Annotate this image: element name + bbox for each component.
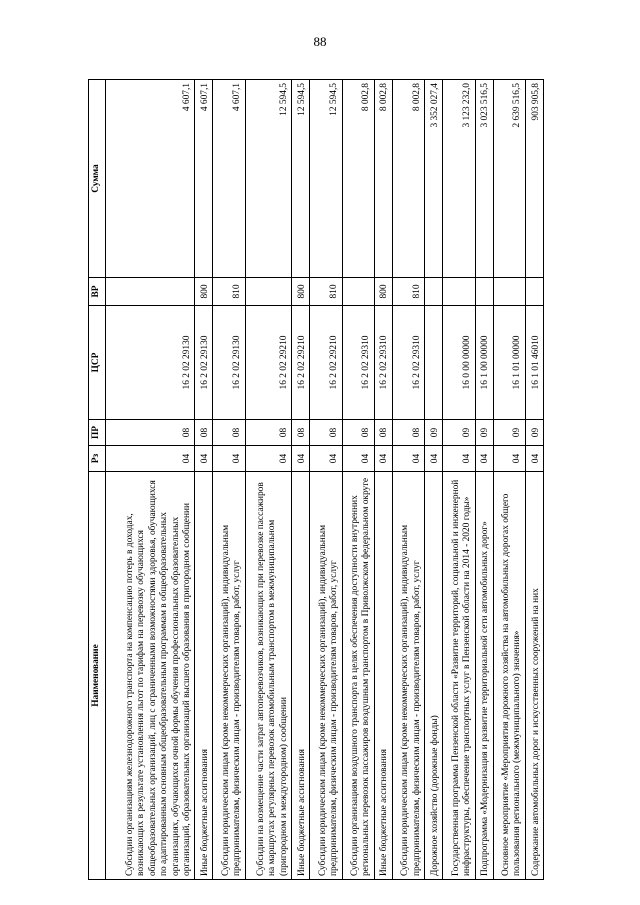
table-row [195,80,213,880]
cell-pr: 08 [342,420,374,446]
cell-csr [425,306,443,420]
table-row [425,80,443,880]
cell-pr: 08 [213,420,245,446]
cell-csr: 16 1 01 46010 [525,306,543,420]
cell-csr: 16 2 02 29210 [292,306,310,420]
cell-csr: 16 2 02 29210 [245,306,292,420]
table-row [213,80,245,880]
cell-csr: 16 1 00 00000 [475,306,493,420]
cell-name: Субсидии юридическим лицам (кроме некоммерческих организаций), индивидуальным предпринимателям, физическим лицам - производителям товаров, работ, услуг [392,472,424,880]
cell-sum: 8 002,8 [342,80,374,278]
cell-vr [525,278,543,306]
cell-csr: 16 2 02 29130 [195,306,213,420]
cell-name: Подпрограмма «Модернизация и развитие территориальной сети автомобильных дорог» [475,472,493,880]
cell-pr: 08 [392,420,424,446]
table-row [106,80,195,880]
cell-pr: 09 [443,420,475,446]
cell-name: Субсидии юридическим лицам (кроме некоммерческих организаций), индивидуальным предпринимателям, физическим лицам - производителям товаров, работ, услуг [310,472,342,880]
cell-csr: 16 2 02 29130 [106,306,195,420]
cell-vr: 800 [374,278,392,306]
table-row [292,80,310,880]
cell-vr [493,278,525,306]
cell-sum: 4 607,1 [195,80,213,278]
cell-vr [106,278,195,306]
header-sum: Сумма [89,80,106,278]
cell-rz: 04 [292,446,310,472]
cell-sum: 12 594,5 [292,80,310,278]
table-row [374,80,392,880]
cell-rz: 04 [106,446,195,472]
cell-name: Иные бюджетные ассигнования [195,472,213,880]
cell-rz: 04 [475,446,493,472]
cell-pr: 09 [493,420,525,446]
cell-vr: 800 [292,278,310,306]
cell-sum: 8 002,8 [392,80,424,278]
header-pr: ПР [89,420,106,446]
table-row [493,80,525,880]
cell-rz: 04 [525,446,543,472]
cell-rz: 04 [342,446,374,472]
page-number: 88 [313,34,327,49]
cell-name: Иные бюджетные ассигнования [292,472,310,880]
cell-vr: 810 [213,278,245,306]
cell-csr: 16 2 02 29310 [342,306,374,420]
rotated-table-container [88,80,544,880]
budget-table [88,79,544,880]
cell-pr: 09 [525,420,543,446]
cell-vr [475,278,493,306]
cell-rz: 04 [213,446,245,472]
cell-rz: 04 [374,446,392,472]
cell-csr: 16 2 02 29310 [374,306,392,420]
cell-name: Основное мероприятие «Мероприятия дорожного хозяйства на автомобильных дорогах общего пользования регионального (межмуниципального) значения» [493,472,525,880]
cell-pr: 08 [310,420,342,446]
cell-name: Дорожное хозяйство (дорожные фонды) [425,472,443,880]
cell-sum: 2 639 516,5 [493,80,525,278]
cell-pr: 08 [374,420,392,446]
cell-vr [425,278,443,306]
header-vr: ВР [89,278,106,306]
cell-name: Государственная программа Пензенской области «Развитие территорий, социальной и инженерной инфраструктуры, обеспечение транспортных услуг в Пензенской области на 2014 - 2020 годы» [443,472,475,880]
cell-name: Субсидии организациям воздушного транспорта в целях обеспечения доступности внутренних региональных перевозок пассажиров воздушным транспортом в Приволжском федеральном округе [342,472,374,880]
cell-name: Содержание автомобильных дорог и искусственных сооружений на них [525,472,543,880]
cell-sum: 12 594,5 [245,80,292,278]
table-row [443,80,475,880]
cell-pr: 08 [245,420,292,446]
cell-rz: 04 [425,446,443,472]
cell-rz: 04 [310,446,342,472]
cell-csr: 16 2 02 29210 [310,306,342,420]
cell-name: Субсидии организациям железнодорожного транспорта на компенсацию потерь в доходах, возникающих в результате установления льгот по тарифам на перевозку обучающихся общеобразовательных организаций, лиц с ограниченными возможностями здоровья, обучающихся по адаптированным основным общеобразовательным программам в общеобразовательных организациях, обучающихся очной формы обучения профессиональных образовательных организаций, образовательных организаций высшего образования в пригородном сообщении [106,472,195,880]
cell-rz: 04 [392,446,424,472]
cell-sum: 903 905,8 [525,80,543,278]
cell-vr [342,278,374,306]
table-row [245,80,292,880]
cell-name: Субсидии юридическим лицам (кроме некоммерческих организаций), индивидуальным предпринимателям, физическим лицам - производителям товаров, работ, услуг [213,472,245,880]
cell-sum: 3 123 232,0 [443,80,475,278]
cell-sum: 4 607,1 [213,80,245,278]
table-header-row [89,80,106,880]
cell-sum: 8 002,8 [374,80,392,278]
cell-csr: 16 2 02 29130 [213,306,245,420]
cell-rz: 04 [195,446,213,472]
cell-sum: 12 594,5 [310,80,342,278]
cell-pr: 09 [475,420,493,446]
cell-pr: 09 [425,420,443,446]
table-row [342,80,374,880]
header-csr: ЦСР [89,306,106,420]
cell-pr: 08 [106,420,195,446]
cell-vr: 810 [392,278,424,306]
table-row [392,80,424,880]
cell-sum: 4 607,1 [106,80,195,278]
cell-rz: 04 [443,446,475,472]
table-row [310,80,342,880]
header-rz: Рз [89,446,106,472]
cell-csr: 16 1 01 00000 [493,306,525,420]
cell-pr: 08 [292,420,310,446]
cell-sum: 3 023 516,5 [475,80,493,278]
cell-name: Иные бюджетные ассигнования [374,472,392,880]
cell-pr: 08 [195,420,213,446]
cell-name: Субсидии на возмещение части затрат автоперевозчиков, возникающих при перевозке пассажиров на маршрутах регулярных перевозок автомобильным транспортом в межмуниципальном (пригородном и междугородном) сообщении [245,472,292,880]
cell-sum: 3 352 027,4 [425,80,443,278]
cell-vr [245,278,292,306]
cell-rz: 04 [245,446,292,472]
table-row [525,80,543,880]
cell-vr: 810 [310,278,342,306]
cell-csr: 16 2 02 29310 [392,306,424,420]
cell-vr: 800 [195,278,213,306]
header-name: Наименование [89,472,106,880]
table-row [475,80,493,880]
cell-csr: 16 0 00 00000 [443,306,475,420]
cell-rz: 04 [493,446,525,472]
cell-vr [443,278,475,306]
